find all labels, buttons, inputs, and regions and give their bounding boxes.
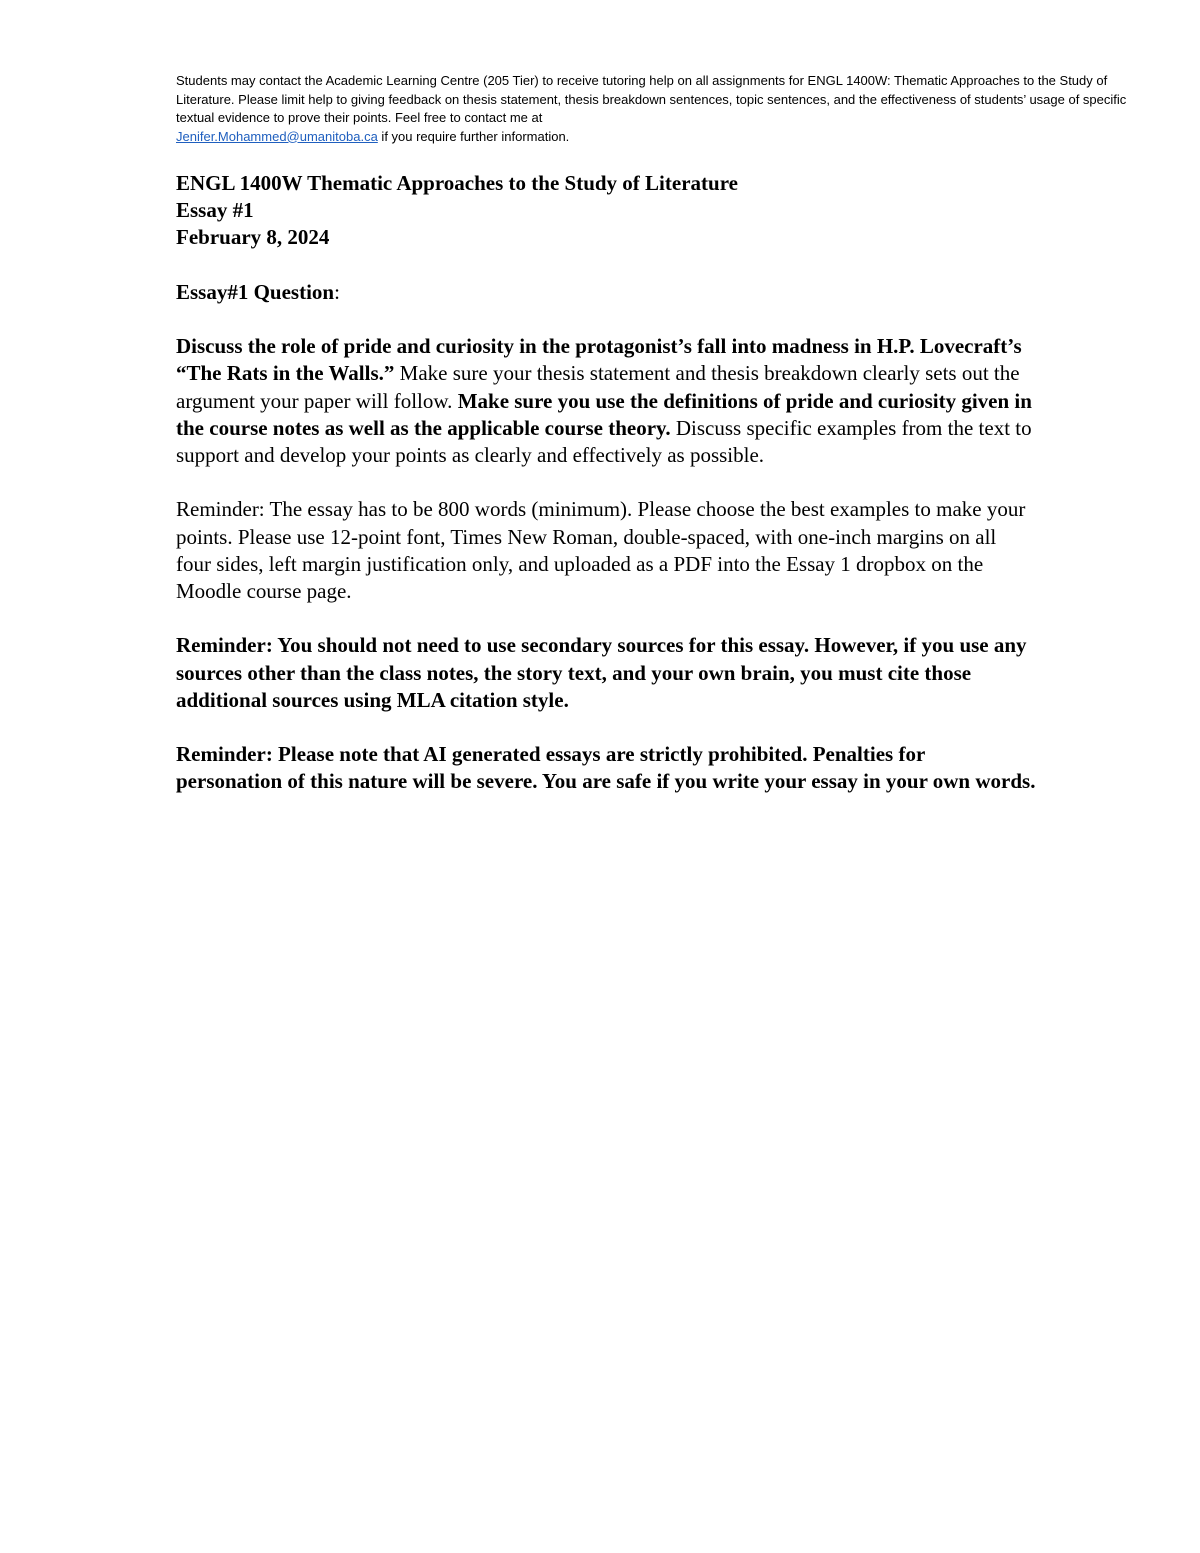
- assignment-name: Essay #1: [176, 198, 254, 223]
- question-prompt-examples: Discuss specific examples from the text to support and develop your points as clearly and effectively as possible.: [176, 415, 1032, 467]
- question-prompt-thesis: Make sure your thesis statement and thesis breakdown clearly sets out the argument your paper will follow.: [176, 361, 1020, 413]
- reminder-sources: Reminder: You should not need to use secondary sources for this essay. However, if you use any sources other than the class notes, the story text, and your own brain, you must cite those additional sources using MLA citation style.: [176, 633, 1027, 712]
- tutoring-note-text: Students may contact the Academic Learning Centre (205 Tier) to receive tutoring help on all assignments for ENGL 1400W: Thematic Approaches to the Study of Literature. Please limit help to giving feedback on thesis statement, thesis breakdown sentences, topic sentences, and the effectiveness of students’ usage of specific textual evidence to prove their points. Feel free to contact me at: [176, 73, 1127, 125]
- document-body: [176, 170, 1036, 796]
- reminder-formatting: Reminder: The essay has to be 800 words (minimum). Please choose the best examples to make your points. Please use 12-point font, Times New Roman, double-spaced, with one-inch margins on all four sides, left margin justification only, and uploaded as a PDF into the Essay 1 dropbox on the Moodle course page.: [176, 497, 1026, 603]
- question-prompt: [176, 333, 1036, 469]
- question-label: [176, 279, 1036, 306]
- assignment-date: February 8, 2024: [176, 225, 330, 250]
- reminder-ai-policy: Reminder: Please note that AI generated essays are strictly prohibited. Penalties for personation of this nature will be severe. You are safe if you write your essay in your own words.: [176, 742, 1036, 794]
- document-heading: [176, 170, 1036, 252]
- question-label-colon: :: [334, 279, 340, 304]
- tutoring-note-closing: if you require further information.: [377, 128, 570, 144]
- question-prompt-main: Discuss the role of pride and curiosity in the protagonist’s fall into madness in H.P. Lovecraft’s “The Rats in the Walls.”: [176, 334, 1022, 386]
- question-prompt-definitions: Make sure you use the definitions of pride and curiosity given in the course notes as well as the applicable course theory.: [176, 388, 1032, 440]
- instructor-email-link[interactable]: Jenifer.Mohammed@umanitoba.ca: [176, 128, 378, 144]
- tutoring-note: [176, 72, 1136, 146]
- question-label-text: Essay#1 Question: [176, 279, 335, 304]
- course-title: ENGL 1400W Thematic Approaches to the Study of Literature: [176, 171, 738, 195]
